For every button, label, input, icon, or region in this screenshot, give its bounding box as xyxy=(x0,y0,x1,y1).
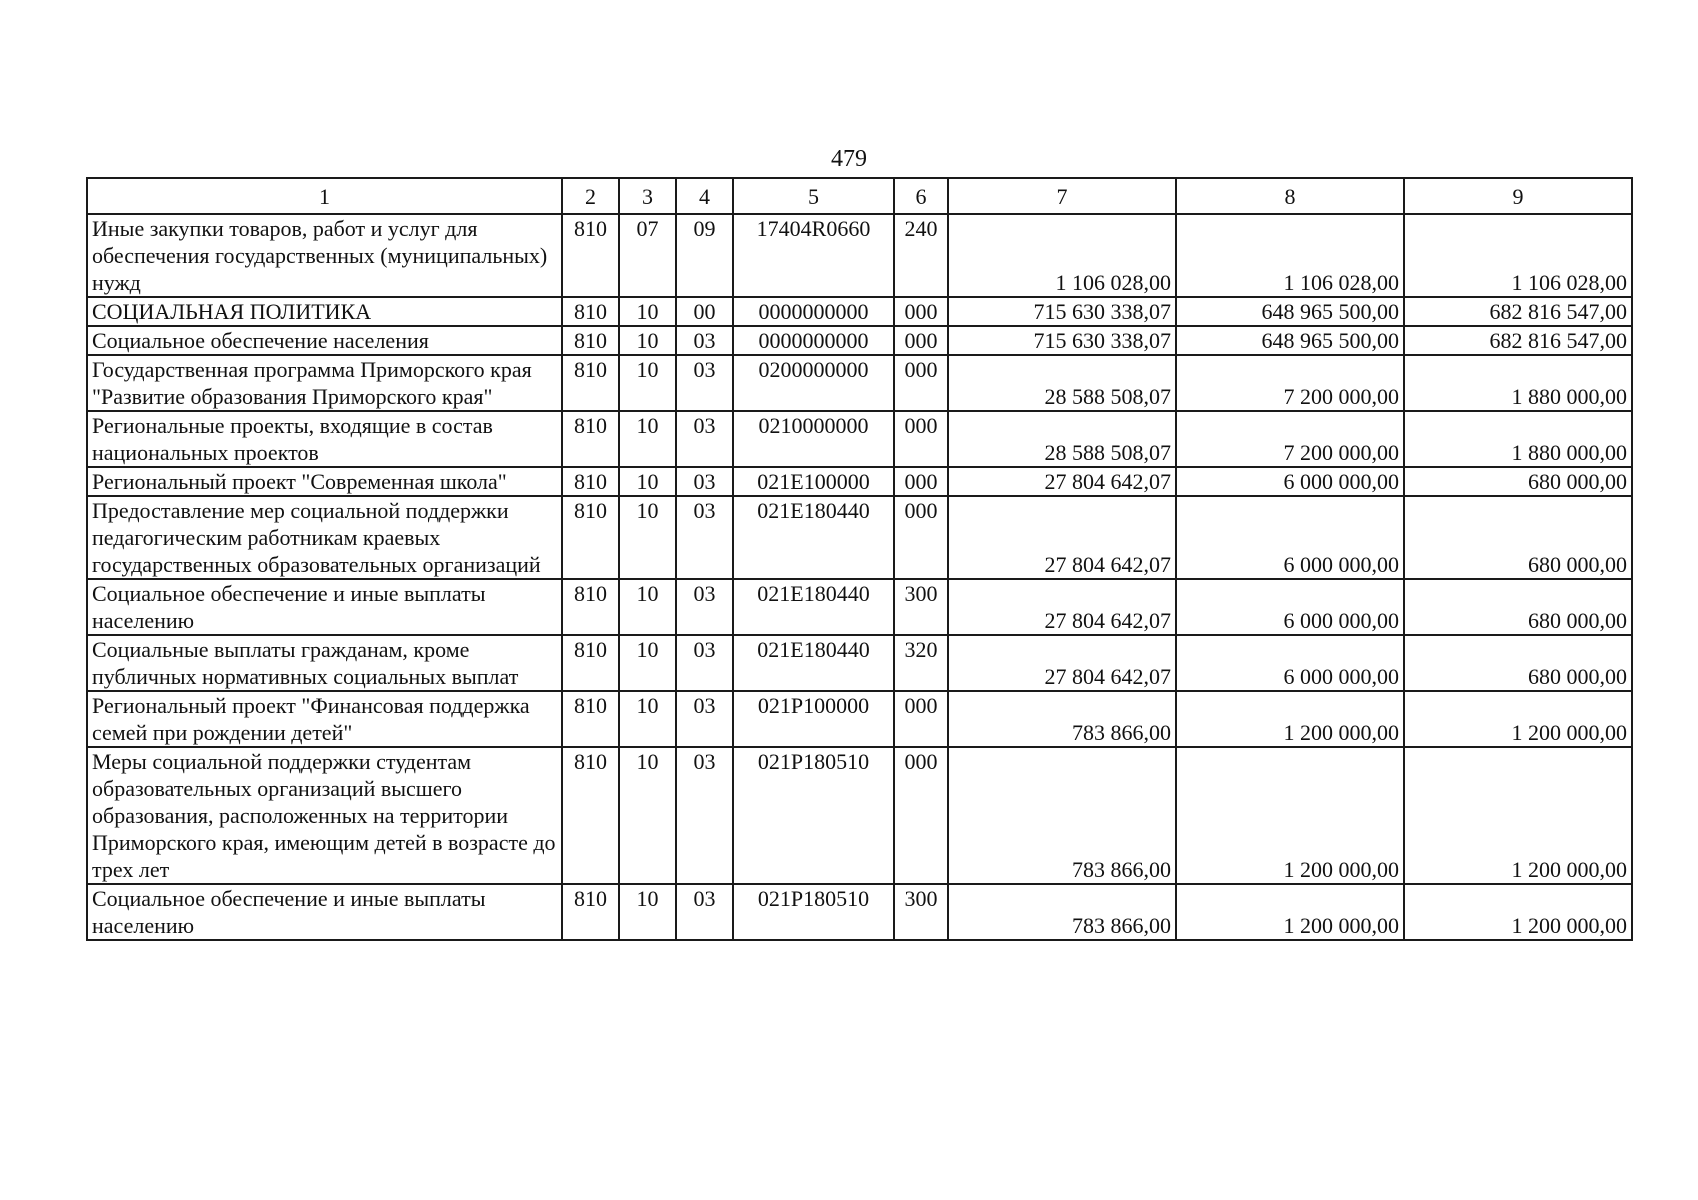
amount-col-9: 1 200 000,00 xyxy=(1404,691,1632,747)
amount-col-7: 27 804 642,07 xyxy=(948,635,1176,691)
section-code: 10 xyxy=(619,496,676,579)
amount-col-8: 6 000 000,00 xyxy=(1176,496,1404,579)
table-row xyxy=(87,635,1632,691)
section-code: 10 xyxy=(619,691,676,747)
subsection-code: 03 xyxy=(676,355,733,411)
subsection-code: 03 xyxy=(676,691,733,747)
column-header-2: 2 xyxy=(562,178,619,214)
admin-code: 810 xyxy=(562,467,619,496)
column-header-4: 4 xyxy=(676,178,733,214)
amount-col-9: 1 880 000,00 xyxy=(1404,411,1632,467)
expense-type-code: 000 xyxy=(894,411,948,467)
admin-code: 810 xyxy=(562,355,619,411)
target-article-code: 17404R0660 xyxy=(733,214,894,297)
row-name: Предоставление мер социальной поддержки педагогическим работникам краевых государственных образовательных организаций xyxy=(87,496,562,579)
page-number: 479 xyxy=(831,146,867,172)
amount-col-7: 1 106 028,00 xyxy=(948,214,1176,297)
target-article-code: 021E100000 xyxy=(733,467,894,496)
admin-code: 810 xyxy=(562,884,619,940)
amount-col-7: 27 804 642,07 xyxy=(948,579,1176,635)
target-article-code: 0200000000 xyxy=(733,355,894,411)
amount-col-9: 682 816 547,00 xyxy=(1404,297,1632,326)
expense-type-code: 300 xyxy=(894,884,948,940)
subsection-code: 03 xyxy=(676,884,733,940)
section-code: 10 xyxy=(619,355,676,411)
section-code: 10 xyxy=(619,467,676,496)
row-name: Региональный проект "Финансовая поддержка семей при рождении детей" xyxy=(87,691,562,747)
table-row xyxy=(87,411,1632,467)
amount-col-8: 7 200 000,00 xyxy=(1176,355,1404,411)
table-row xyxy=(87,326,1632,355)
amount-col-7: 27 804 642,07 xyxy=(948,496,1176,579)
target-article-code: 021P180510 xyxy=(733,884,894,940)
amount-col-8: 7 200 000,00 xyxy=(1176,411,1404,467)
amount-col-9: 1 200 000,00 xyxy=(1404,884,1632,940)
admin-code: 810 xyxy=(562,579,619,635)
section-code: 10 xyxy=(619,411,676,467)
subsection-code: 03 xyxy=(676,747,733,884)
section-code: 10 xyxy=(619,326,676,355)
target-article-code: 021E180440 xyxy=(733,496,894,579)
subsection-code: 00 xyxy=(676,297,733,326)
target-article-code: 021P100000 xyxy=(733,691,894,747)
admin-code: 810 xyxy=(562,635,619,691)
row-name: Иные закупки товаров, работ и услуг для обеспечения государственных (муниципальных) нужд xyxy=(87,214,562,297)
table-row xyxy=(87,747,1632,884)
row-name: Социальное обеспечение населения xyxy=(87,326,562,355)
amount-col-8: 6 000 000,00 xyxy=(1176,467,1404,496)
target-article-code: 021E180440 xyxy=(733,579,894,635)
target-article-code: 0210000000 xyxy=(733,411,894,467)
admin-code: 810 xyxy=(562,691,619,747)
amount-col-8: 1 106 028,00 xyxy=(1176,214,1404,297)
expense-type-code: 000 xyxy=(894,326,948,355)
table-row xyxy=(87,496,1632,579)
amount-col-9: 682 816 547,00 xyxy=(1404,326,1632,355)
row-name: Социальное обеспечение и иные выплаты населению xyxy=(87,579,562,635)
row-name: Региональный проект "Современная школа" xyxy=(87,467,562,496)
column-header-3: 3 xyxy=(619,178,676,214)
admin-code: 810 xyxy=(562,326,619,355)
amount-col-7: 27 804 642,07 xyxy=(948,467,1176,496)
expense-type-code: 000 xyxy=(894,691,948,747)
amount-col-9: 680 000,00 xyxy=(1404,579,1632,635)
section-code: 07 xyxy=(619,214,676,297)
admin-code: 810 xyxy=(562,297,619,326)
expense-type-code: 000 xyxy=(894,467,948,496)
amount-col-8: 1 200 000,00 xyxy=(1176,884,1404,940)
row-name: Меры социальной поддержки студентам образовательных организаций высшего образования, расположенных на территории Приморского края, имеющим детей в возрасте до трех лет xyxy=(87,747,562,884)
admin-code: 810 xyxy=(562,411,619,467)
section-code: 10 xyxy=(619,579,676,635)
amount-col-9: 680 000,00 xyxy=(1404,635,1632,691)
expense-type-code: 000 xyxy=(894,297,948,326)
column-header-9: 9 xyxy=(1404,178,1632,214)
amount-col-8: 1 200 000,00 xyxy=(1176,691,1404,747)
amount-col-8: 648 965 500,00 xyxy=(1176,326,1404,355)
row-name: Региональные проекты, входящие в состав национальных проектов xyxy=(87,411,562,467)
target-article-code: 021P180510 xyxy=(733,747,894,884)
amount-col-7: 28 588 508,07 xyxy=(948,411,1176,467)
table-row xyxy=(87,297,1632,326)
table-row xyxy=(87,467,1632,496)
column-header-1: 1 xyxy=(87,178,562,214)
amount-col-8: 6 000 000,00 xyxy=(1176,635,1404,691)
amount-col-7: 783 866,00 xyxy=(948,691,1176,747)
amount-col-9: 680 000,00 xyxy=(1404,496,1632,579)
column-header-7: 7 xyxy=(948,178,1176,214)
row-name: Государственная программа Приморского края "Развитие образования Приморского края" xyxy=(87,355,562,411)
column-header-5: 5 xyxy=(733,178,894,214)
amount-col-8: 1 200 000,00 xyxy=(1176,747,1404,884)
target-article-code: 0000000000 xyxy=(733,297,894,326)
amount-col-8: 648 965 500,00 xyxy=(1176,297,1404,326)
amount-col-9: 1 200 000,00 xyxy=(1404,747,1632,884)
row-name: Социальное обеспечение и иные выплаты населению xyxy=(87,884,562,940)
section-code: 10 xyxy=(619,747,676,884)
section-code: 10 xyxy=(619,635,676,691)
table-row xyxy=(87,691,1632,747)
budget-table xyxy=(86,177,1633,941)
table-header-row xyxy=(87,178,1632,214)
expense-type-code: 300 xyxy=(894,579,948,635)
amount-col-9: 1 880 000,00 xyxy=(1404,355,1632,411)
target-article-code: 0000000000 xyxy=(733,326,894,355)
column-header-8: 8 xyxy=(1176,178,1404,214)
subsection-code: 03 xyxy=(676,635,733,691)
expense-type-code: 240 xyxy=(894,214,948,297)
amount-col-8: 6 000 000,00 xyxy=(1176,579,1404,635)
expense-type-code: 000 xyxy=(894,496,948,579)
table-row xyxy=(87,355,1632,411)
row-name: Социальные выплаты гражданам, кроме публичных нормативных социальных выплат xyxy=(87,635,562,691)
admin-code: 810 xyxy=(562,747,619,884)
subsection-code: 03 xyxy=(676,326,733,355)
subsection-code: 09 xyxy=(676,214,733,297)
subsection-code: 03 xyxy=(676,579,733,635)
column-header-6: 6 xyxy=(894,178,948,214)
table-row xyxy=(87,884,1632,940)
table-row xyxy=(87,214,1632,297)
subsection-code: 03 xyxy=(676,411,733,467)
amount-col-9: 680 000,00 xyxy=(1404,467,1632,496)
admin-code: 810 xyxy=(562,214,619,297)
admin-code: 810 xyxy=(562,496,619,579)
expense-type-code: 320 xyxy=(894,635,948,691)
section-code: 10 xyxy=(619,884,676,940)
subsection-code: 03 xyxy=(676,467,733,496)
amount-col-7: 715 630 338,07 xyxy=(948,326,1176,355)
expense-type-code: 000 xyxy=(894,747,948,884)
subsection-code: 03 xyxy=(676,496,733,579)
amount-col-9: 1 106 028,00 xyxy=(1404,214,1632,297)
amount-col-7: 783 866,00 xyxy=(948,884,1176,940)
amount-col-7: 715 630 338,07 xyxy=(948,297,1176,326)
target-article-code: 021E180440 xyxy=(733,635,894,691)
table-row xyxy=(87,579,1632,635)
row-name: СОЦИАЛЬНАЯ ПОЛИТИКА xyxy=(87,297,562,326)
expense-type-code: 000 xyxy=(894,355,948,411)
amount-col-7: 783 866,00 xyxy=(948,747,1176,884)
amount-col-7: 28 588 508,07 xyxy=(948,355,1176,411)
section-code: 10 xyxy=(619,297,676,326)
